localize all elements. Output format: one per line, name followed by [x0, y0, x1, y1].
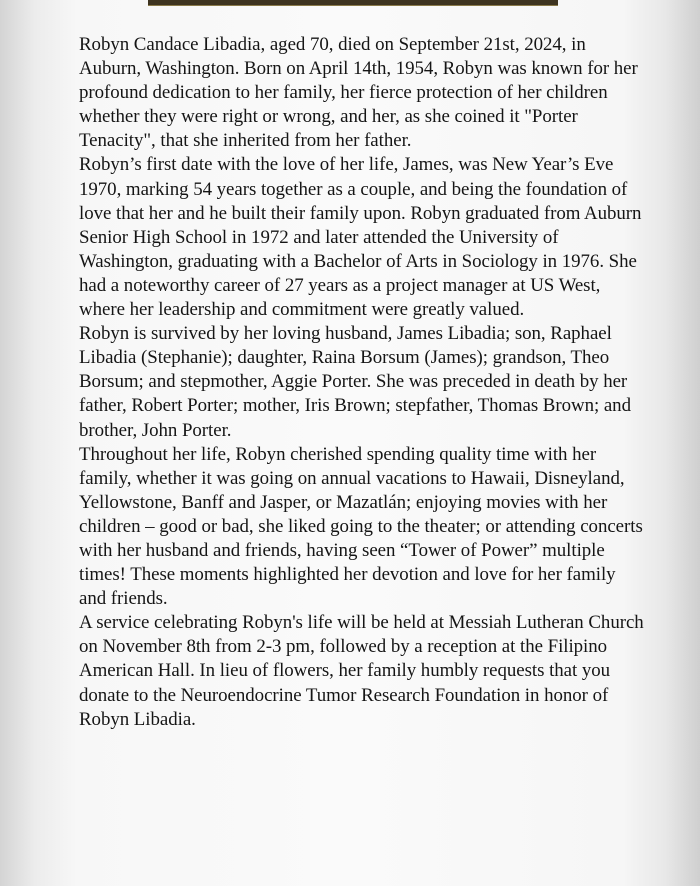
obituary-text	[79, 33, 645, 732]
decorative-header-bar	[148, 0, 558, 6]
obituary-paragraph-life: Robyn’s first date with the love of her life, James, was New Year’s Eve 1970, marking 54 years together as a couple, and being the foundation of love that her and he built their family upon. Robyn graduated from Auburn Senior High School in 1972 and later attended the University of Washington, graduating with a Bachelor of Arts in Sociology in 1976. She had a noteworthy career of 27 years as a project manager at US West, where her leadership and commitment were greatly valued.	[79, 154, 642, 321]
obituary-paragraph-intro: Robyn Candace Libadia, aged 70, died on September 21st, 2024, in Auburn, Washington. Born on April 14th, 1954, Robyn was known for her profound dedication to her family, her fierce protection of her children whether they were right or wrong, and her, as she coined it "Porter Tenacity", that she inherited from her father.	[79, 34, 638, 152]
obituary-paragraph-survivors: Robyn is survived by her loving husband, James Libadia; son, Raphael Libadia (Stephanie); daughter, Raina Borsum (James); grandson, Theo Borsum; and stepmother, Aggie Porter. She was preceded in death by her father, Robert Porter; mother, Iris Brown; stepfather, Thomas Brown; and brother, John Porter.	[79, 323, 631, 441]
obituary-paragraph-service: A service celebrating Robyn's life will be held at Messiah Lutheran Church on November 8th from 2-3 pm, followed by a reception at the Filipino American Hall. In lieu of flowers, her family humbly requests that you donate to the Neuroendocrine Tumor Research Foundation in honor of Robyn Libadia.	[79, 612, 644, 730]
obituary-paragraph-memories: Throughout her life, Robyn cherished spending quality time with her family, whether it was going on annual vacations to Hawaii, Disneyland, Yellowstone, Banff and Jasper, or Mazatlán; enjoying movies with her children – good or bad, she liked going to the theater; or attending concerts with her husband and friends, having seen “Tower of Power” multiple times! These moments highlighted her devotion and love for her family and friends.	[79, 443, 643, 610]
